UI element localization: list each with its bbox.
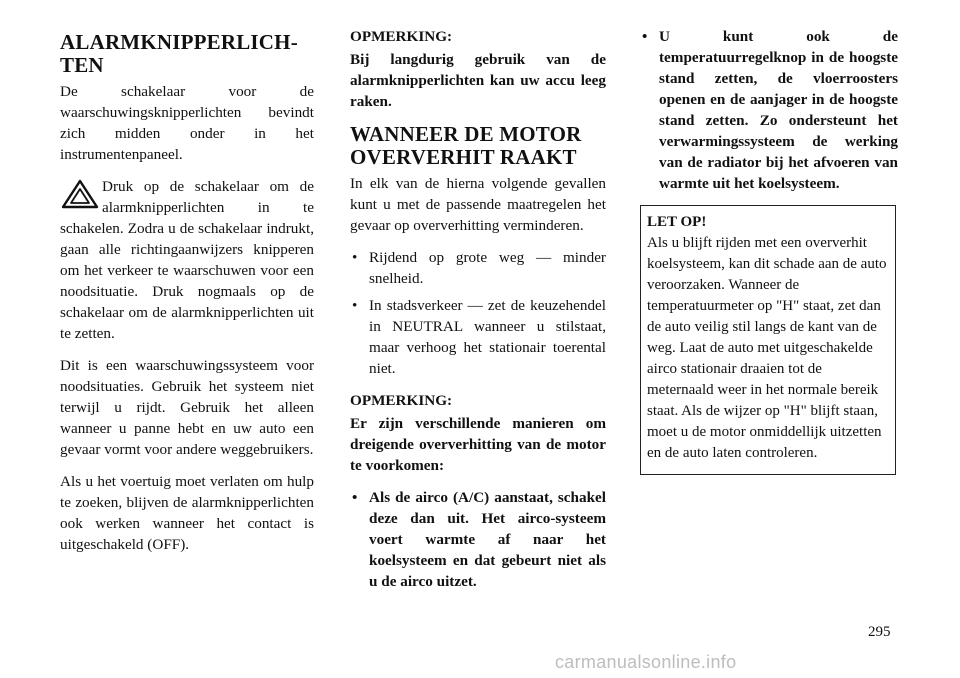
note-text: Er zijn verschillende manieren om dreigende oververhitting van de motor te voorkomen: bbox=[350, 415, 606, 474]
paragraph: Als u het voertuig moet verlaten om hulp te zoeken, blijven de alarmknipperlichten ook werken wanneer het contact is uitgeschakeld (OFF). bbox=[60, 473, 314, 553]
caution-label: LET OP! bbox=[647, 214, 707, 230]
hazard-switch-block bbox=[60, 176, 314, 344]
hazard-triangle-icon bbox=[60, 179, 100, 209]
note-label: OPMERKING: bbox=[350, 28, 453, 45]
note-text: Bij langdurig gebruik van de alarmknipperlichten kan uw accu leeg raken. bbox=[350, 51, 606, 110]
paragraph: Druk op de schakelaar om de alarmknipperlichten in te schakelen. Zodra u de schakelaar indrukt, gaan alle richtingaanwijzers knipperen om het verkeer te waarschuwen voor een noodsituatie. Druk nogmaals op de schakelaar om de alarmknipperlichten uit te zetten. bbox=[60, 178, 314, 342]
paragraph: Dit is een waarschuwingssysteem voor noodsituaties. Gebruik het systeem niet terwijl u rijdt. Gebruik het alleen wanneer u panne hebt en uw auto een gevaar vormt voor andere weggebruikers. bbox=[60, 357, 314, 458]
list-item: • U kunt ook de temperatuurregelknop in de hoogste stand zetten, de vloerroosters openen en de aanjager in de hoogste stand zetten. Zo ondersteunt het verwarmingssysteem de werking van de radiator bij het afvoeren van warmte uit het koelsysteem. bbox=[642, 28, 898, 192]
paragraph: De schakelaar voor de waarschuwingsknipperlichten bevindt zich midden onder in het instrumentenpaneel. bbox=[60, 83, 314, 163]
bullet-icon: • bbox=[352, 249, 358, 266]
page-number: 295 bbox=[868, 624, 891, 640]
bold-bullet-list bbox=[350, 487, 606, 592]
list-item: • In stadsverkeer — zet de keuzehendel in NEUTRAL wanneer u stilstaat, maar verhoog het stationair toerental niet. bbox=[352, 297, 606, 377]
column-left bbox=[60, 26, 314, 566]
list-item: • Rijdend op grote weg — minder snelheid. bbox=[352, 249, 606, 287]
paragraph: In elk van de hierna volgende gevallen kunt u met de passende maatregelen het gevaar op oververhitting verminderen. bbox=[350, 175, 606, 234]
section-heading-alarmknipperlichten: ALARMKNIPPERLICH- TEN bbox=[60, 30, 298, 77]
caution-box bbox=[640, 205, 896, 475]
column-right bbox=[640, 26, 898, 475]
section-heading-oververhitting: WANNEER DE MOTOR OVERVERHIT RAAKT bbox=[350, 122, 582, 169]
list-item: • Als de airco (A/C) aanstaat, schakel deze dan uit. Het airco-systeem voert warmte af naar het koelsysteem en dat gebeurt niet als u de airco uitzet. bbox=[352, 489, 606, 590]
bullet-icon: • bbox=[352, 489, 358, 506]
bullet-list bbox=[350, 247, 606, 379]
bullet-icon: • bbox=[352, 297, 358, 314]
column-middle bbox=[350, 26, 606, 603]
bold-bullet-list bbox=[640, 26, 898, 194]
watermark: carmanualsonline.info bbox=[555, 652, 737, 672]
note-label: OPMERKING: bbox=[350, 392, 453, 409]
caution-text: Als u blijft rijden met een oververhit koelsysteem, kan dit schade aan de auto veroorzaken. Wanneer de temperatuurmeter op "H" staat, zet dan de auto veilig stil langs de kant van de weg. Laat de auto met uitgeschakelde airco stationair draaien tot de meternaald weer in het normale bereik staat. Als de wijzer op "H" blijft staan, moet u de motor onmiddellijk uitzetten en de auto laten controleren. bbox=[647, 235, 887, 461]
bullet-icon: • bbox=[642, 28, 648, 45]
